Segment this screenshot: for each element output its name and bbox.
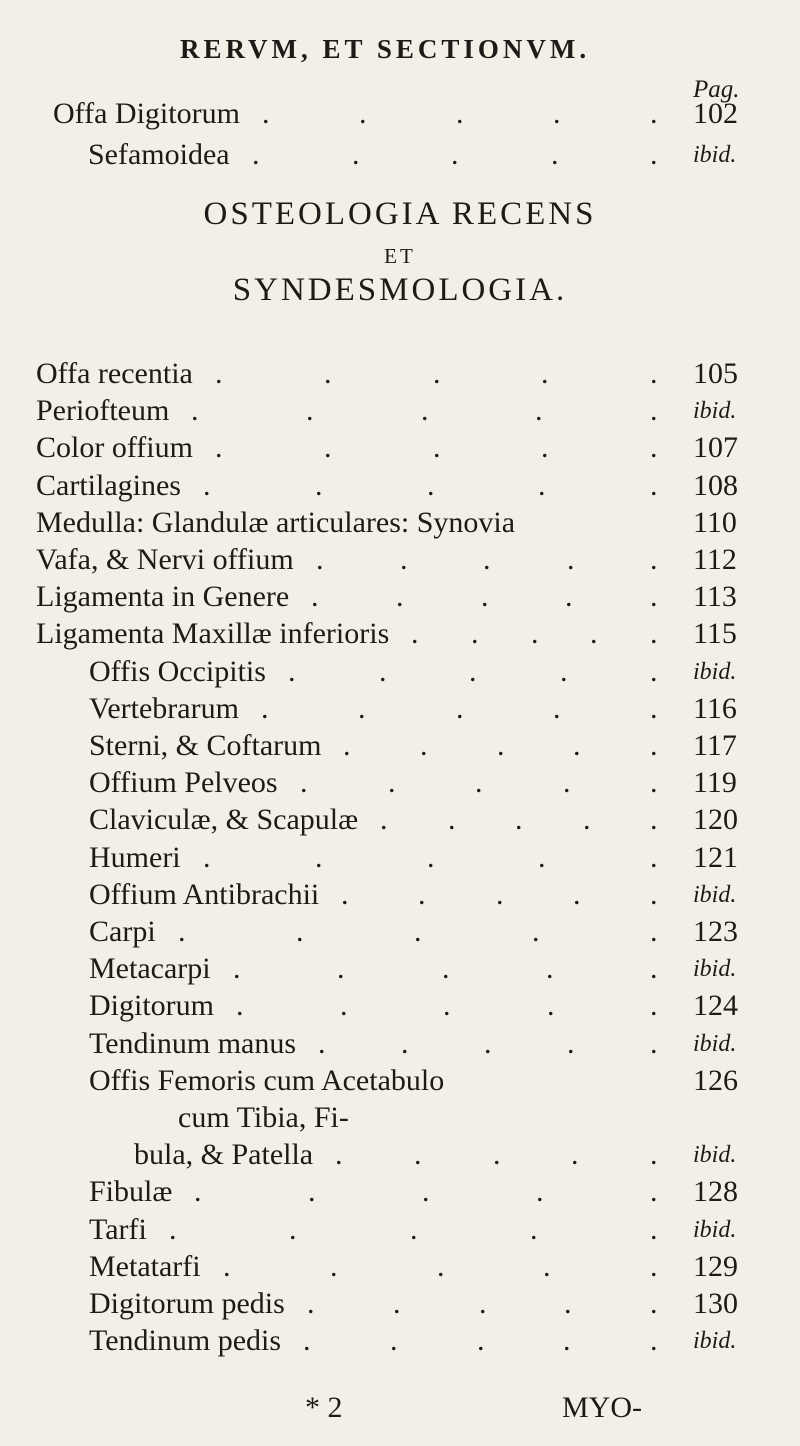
entry-page: 121: [693, 840, 738, 874]
entry-label: Periofteum: [36, 394, 170, 428]
entry-page: 112: [693, 543, 737, 576]
leader-dot: .: [422, 1175, 430, 1209]
leader-dot: .: [650, 138, 658, 171]
leader-dot: .: [650, 1287, 658, 1320]
entry-label: Humeri: [89, 840, 181, 874]
leader-dot: .: [650, 1212, 658, 1246]
entry-label: Offis Occipitis: [89, 654, 266, 688]
leader-dot: .: [451, 138, 459, 171]
leader-dot: .: [573, 877, 581, 911]
leader-dot: .: [433, 357, 441, 390]
leader-dot: .: [324, 357, 332, 390]
leader-dot: .: [538, 840, 546, 874]
leader-dot: .: [289, 1212, 297, 1246]
leader-dot: .: [388, 766, 396, 800]
leader-dot: .: [650, 1026, 658, 1060]
leader-dot: .: [567, 543, 575, 576]
leader-dot: .: [541, 431, 549, 465]
leader-dot: .: [546, 952, 554, 986]
toc-entry: [0, 1319, 800, 1363]
leader-dot: .: [311, 580, 319, 614]
leader-dot: .: [650, 654, 658, 688]
leader-dot: .: [535, 394, 543, 428]
entry-page: ibid.: [693, 1142, 737, 1169]
section-title-line1: OSTEOLOGIA RECENS: [203, 196, 597, 232]
page-footer: [0, 1386, 800, 1430]
entry-label: bula, & Patella: [134, 1138, 314, 1172]
entry-page: ibid.: [693, 1216, 737, 1243]
entry-label: Sefamoidea: [88, 138, 230, 171]
leader-dot: .: [236, 989, 244, 1023]
leader-dot: .: [178, 915, 186, 948]
leader-dot: .: [324, 431, 332, 465]
leader-dot: .: [203, 468, 211, 502]
leader-dot: .: [532, 915, 540, 948]
toc-entry: [0, 92, 800, 136]
entry-page: 107: [693, 431, 738, 465]
leader-dot: .: [650, 840, 658, 874]
leader-dot: .: [650, 97, 658, 130]
entry-page: 119: [693, 766, 737, 800]
leader-dot: .: [443, 989, 451, 1023]
entry-label: Digitorum pedis: [89, 1287, 285, 1320]
entry-page: ibid.: [693, 956, 737, 983]
leader-dot: .: [414, 1138, 422, 1172]
leader-dot: .: [547, 989, 555, 1023]
entry-label: Metacarpi: [89, 952, 211, 986]
leader-dot: .: [194, 1175, 202, 1209]
section-title-line2: ET: [384, 244, 416, 268]
entry-label: Tendinum pedis: [89, 1324, 282, 1358]
leader-dot: .: [583, 803, 591, 837]
entry-page: 124: [693, 989, 738, 1023]
leader-dot: .: [343, 729, 351, 762]
leader-dot: .: [497, 729, 505, 762]
leader-dot: .: [563, 1324, 571, 1358]
entry-label: Digitorum: [89, 989, 214, 1023]
leader-dot: .: [335, 1138, 343, 1172]
leader-dot: .: [515, 803, 523, 837]
entry-label: Offa Digitorum: [53, 97, 240, 130]
leader-dot: .: [563, 766, 571, 800]
leader-dot: .: [530, 1212, 538, 1246]
entry-page: 105: [693, 357, 738, 390]
entry-label: Fibulæ: [89, 1175, 173, 1209]
entry-page: 110: [693, 505, 737, 539]
leader-dot: .: [410, 1212, 418, 1246]
entry-page: 108: [693, 468, 738, 502]
entry-label: Carpi: [89, 915, 156, 948]
entry-page: 129: [693, 1249, 738, 1283]
leader-dot: .: [650, 617, 658, 651]
entry-label: Medulla: Glandulæ articulares: Synovia: [36, 505, 516, 539]
leader-dot: .: [479, 1287, 487, 1320]
entry-label: Ligamenta in Genere: [36, 580, 290, 614]
leader-dot: .: [650, 729, 658, 762]
leader-dot: .: [296, 915, 304, 948]
leader-dot: .: [411, 617, 419, 651]
catchword: MYO-: [562, 1391, 642, 1424]
leader-dot: .: [306, 394, 314, 428]
leader-dot: .: [471, 617, 479, 651]
leader-dot: .: [456, 691, 464, 725]
leader-dot: .: [531, 617, 539, 651]
entry-label: Offium Antibrachii: [89, 877, 320, 911]
entry-label: Offis Femoris cum Acetabulo: [89, 1063, 445, 1097]
leader-dot: .: [420, 729, 428, 762]
leader-dot: .: [650, 952, 658, 986]
toc-entry: [0, 133, 800, 177]
leader-dot: .: [538, 468, 546, 502]
leader-dot: .: [553, 691, 561, 725]
leader-dot: .: [590, 617, 598, 651]
leader-dot: .: [315, 468, 323, 502]
leader-dot: .: [380, 803, 388, 837]
entry-page: ibid.: [693, 658, 737, 685]
entry-page: ibid.: [693, 1328, 737, 1355]
leader-dot: .: [401, 1026, 409, 1060]
leader-dot: .: [543, 1249, 551, 1283]
leader-dot: .: [340, 989, 348, 1023]
leader-dot: .: [315, 840, 323, 874]
entry-page: ibid.: [693, 881, 737, 908]
entry-label: Color offium: [36, 431, 193, 465]
leader-dot: .: [414, 915, 422, 948]
entry-page: 120: [693, 803, 738, 837]
leader-dot: .: [650, 1324, 658, 1358]
leader-dot: .: [233, 952, 241, 986]
leader-dot: .: [418, 877, 426, 911]
leader-dot: .: [650, 766, 658, 800]
entry-label: Cartilagines: [36, 468, 181, 502]
leader-dot: .: [330, 1249, 338, 1283]
entry-page: 113: [693, 580, 737, 614]
entry-page: 117: [693, 729, 737, 762]
entry-page: 115: [693, 617, 737, 651]
leader-dot: .: [358, 691, 366, 725]
leader-dot: .: [650, 394, 658, 428]
leader-dot: .: [400, 543, 408, 576]
entry-page: ibid.: [693, 398, 737, 425]
leader-dot: .: [427, 840, 435, 874]
leader-dot: .: [393, 1287, 401, 1320]
leader-dot: .: [215, 357, 223, 390]
leader-dot: .: [650, 1249, 658, 1283]
leader-dot: .: [169, 1212, 177, 1246]
leader-dot: .: [421, 394, 429, 428]
leader-dot: .: [650, 803, 658, 837]
entry-label: Vertebrarum: [89, 691, 239, 725]
leader-dot: .: [307, 1287, 315, 1320]
leader-dot: .: [650, 691, 658, 725]
entry-page: 123: [693, 915, 738, 948]
leader-dot: .: [341, 877, 349, 911]
entry-page: 130: [693, 1287, 738, 1320]
leader-dot: .: [560, 654, 568, 688]
leader-dot: .: [308, 1175, 316, 1209]
signature-mark: * 2: [305, 1391, 343, 1424]
entry-label: Ligamenta Maxillæ inferioris: [36, 617, 390, 651]
leader-dot: .: [650, 1175, 658, 1209]
entry-label: Metatarfi: [89, 1249, 201, 1283]
leader-dot: .: [203, 840, 211, 874]
leader-dot: .: [456, 97, 464, 130]
leader-dot: .: [650, 357, 658, 390]
leader-dot: .: [316, 543, 324, 576]
entry-label: Tarfi: [89, 1212, 147, 1246]
leader-dot: .: [442, 952, 450, 986]
leader-dot: .: [650, 877, 658, 911]
entry-page: 116: [693, 691, 737, 725]
leader-dot: .: [567, 1026, 575, 1060]
leader-dot: .: [650, 1138, 658, 1172]
leader-dot: .: [541, 357, 549, 390]
leader-dot: .: [262, 97, 270, 130]
leader-dot: .: [571, 1138, 579, 1172]
entry-label: cum Tibia, Fi-: [178, 1101, 349, 1134]
entry-label: Tendinum manus: [89, 1026, 297, 1060]
leader-dot: .: [536, 1175, 544, 1209]
running-head: RERVM, ET SECTIONVM.: [180, 34, 591, 64]
leader-dot: .: [191, 394, 199, 428]
leader-dot: .: [223, 1249, 231, 1283]
entry-label: Claviculæ, & Scapulæ: [89, 803, 359, 837]
entry-page: 126: [693, 1063, 738, 1097]
leader-dot: .: [475, 766, 483, 800]
leader-dot: .: [564, 1287, 572, 1320]
leader-dot: .: [650, 543, 658, 576]
entry-label: Offium Pelveos: [89, 766, 278, 800]
leader-dot: .: [303, 1324, 311, 1358]
entry-label: Vafa, & Nervi offium: [36, 543, 294, 576]
leader-dot: .: [433, 431, 441, 465]
leader-dot: .: [496, 877, 504, 911]
leader-dot: .: [379, 654, 387, 688]
leader-dot: .: [551, 138, 559, 171]
section-title-line3: SYNDESMOLOGIA.: [232, 272, 568, 308]
leader-dot: .: [352, 138, 360, 171]
leader-dot: .: [469, 654, 477, 688]
entry-label: Offa recentia: [36, 357, 193, 390]
leader-dot: .: [252, 138, 260, 171]
page-column-label: Pag.: [693, 76, 740, 103]
leader-dot: .: [318, 1026, 326, 1060]
leader-dot: .: [300, 766, 308, 800]
leader-dot: .: [650, 468, 658, 502]
entry-label: Sterni, & Coftarum: [89, 729, 322, 762]
leader-dot: .: [484, 1026, 492, 1060]
leader-dot: .: [481, 580, 489, 614]
leader-dot: .: [477, 1324, 485, 1358]
leader-dot: .: [565, 580, 573, 614]
leader-dot: .: [573, 729, 581, 762]
leader-dot: .: [288, 654, 296, 688]
leader-dot: .: [650, 580, 658, 614]
entry-page: ibid.: [693, 142, 737, 168]
leader-dot: .: [390, 1324, 398, 1358]
leader-dot: .: [359, 97, 367, 130]
leader-dot: .: [483, 543, 491, 576]
entry-page: 102: [693, 97, 738, 130]
leader-dot: .: [437, 1249, 445, 1283]
leader-dot: .: [650, 989, 658, 1023]
entry-page: ibid.: [693, 1030, 737, 1057]
leader-dot: .: [427, 468, 435, 502]
leader-dot: .: [215, 431, 223, 465]
leader-dot: .: [493, 1138, 501, 1172]
leader-dot: .: [553, 97, 561, 130]
leader-dot: .: [650, 915, 658, 948]
leader-dot: .: [448, 803, 456, 837]
leader-dot: .: [396, 580, 404, 614]
entry-page: 128: [693, 1175, 738, 1209]
leader-dot: .: [650, 431, 658, 465]
leader-dot: .: [337, 952, 345, 986]
leader-dot: .: [261, 691, 269, 725]
